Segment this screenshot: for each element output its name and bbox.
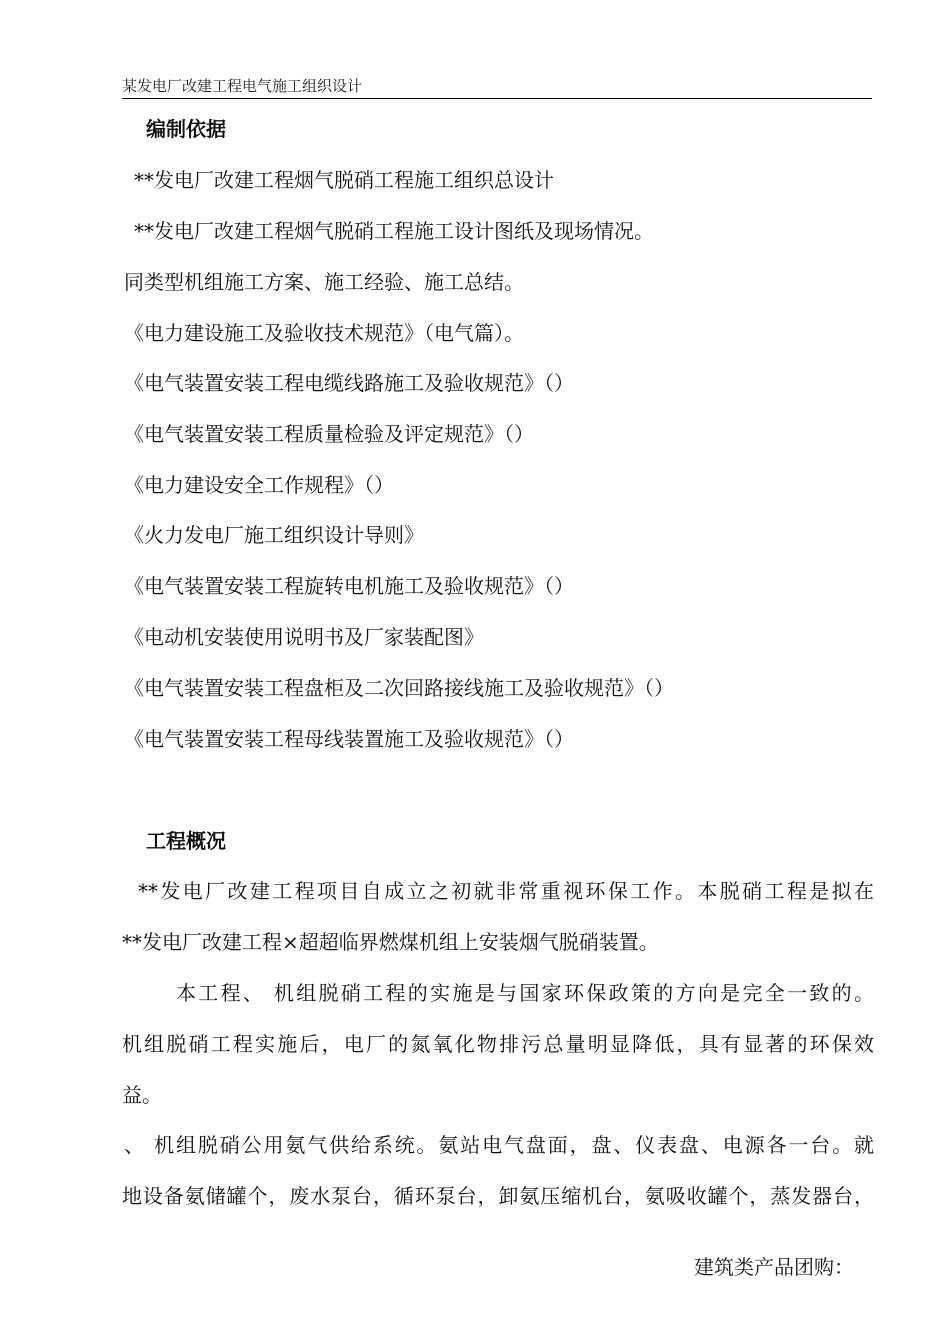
basis-item: 同类型机组施工方案、施工经验、施工总结。	[124, 270, 524, 294]
overview-paragraph-line: 本工程、 机组脱硝工程的实施是与国家环保政策的方向是完全一致的。	[176, 981, 874, 1005]
overview-paragraph-line: 、 机组脱硝公用氨气供给系统。氨站电气盘面，盘、仪表盘、电源各一台。就	[124, 1133, 874, 1157]
basis-item: 《电气装置安装工程旋转电机施工及验收规范》（）	[124, 574, 574, 598]
basis-item: 《电气装置安装工程母线装置施工及验收规范》（）	[124, 727, 574, 751]
page-footer: 建筑类产品团购：	[694, 1255, 854, 1279]
overview-paragraph-line: 机组脱硝工程实施后，电厂的氮氧化物排污总量明显降低，具有显著的环保效	[122, 1032, 874, 1056]
overview-paragraph-line: 地设备氨储罐个，废水泵台，循环泵台，卸氨压缩机台，氨吸收罐个，蒸发器台，	[122, 1184, 874, 1208]
basis-item: 《电气装置安装工程电缆线路施工及验收规范》（）	[124, 371, 574, 395]
basis-item: 《电力建设施工及验收技术规范》（电气篇）。	[124, 321, 524, 345]
section-heading-overview: 工程概况	[146, 829, 226, 853]
basis-item: 《电气装置安装工程盘柜及二次回路接线施工及验收规范》（）	[124, 676, 674, 700]
basis-item: **发电厂改建工程烟气脱硝工程施工组织总设计	[134, 168, 554, 192]
overview-paragraph-line: **发电厂改建工程项目自成立之初就非常重视环保工作。本脱硝工程是拟在	[138, 879, 874, 903]
basis-item: **发电厂改建工程烟气脱硝工程施工设计图纸及现场情况。	[134, 219, 654, 243]
basis-item: 《火力发电厂施工组织设计导则》	[124, 523, 424, 547]
header-title: 某发电厂改建工程电气施工组织设计	[122, 77, 363, 95]
basis-item: 《电动机安装使用说明书及厂家装配图》	[124, 625, 484, 649]
overview-paragraph-line: 益。	[122, 1083, 162, 1107]
page-header	[122, 76, 872, 99]
section-heading-basis: 编制依据	[146, 117, 226, 141]
basis-item: 《电气装置安装工程质量检验及评定规范》（）	[124, 422, 534, 446]
basis-item: 《电力建设安全工作规程》（）	[124, 473, 394, 497]
overview-paragraph-line: **发电厂改建工程×超超临界燃煤机组上安装烟气脱硝装置。	[122, 930, 659, 954]
